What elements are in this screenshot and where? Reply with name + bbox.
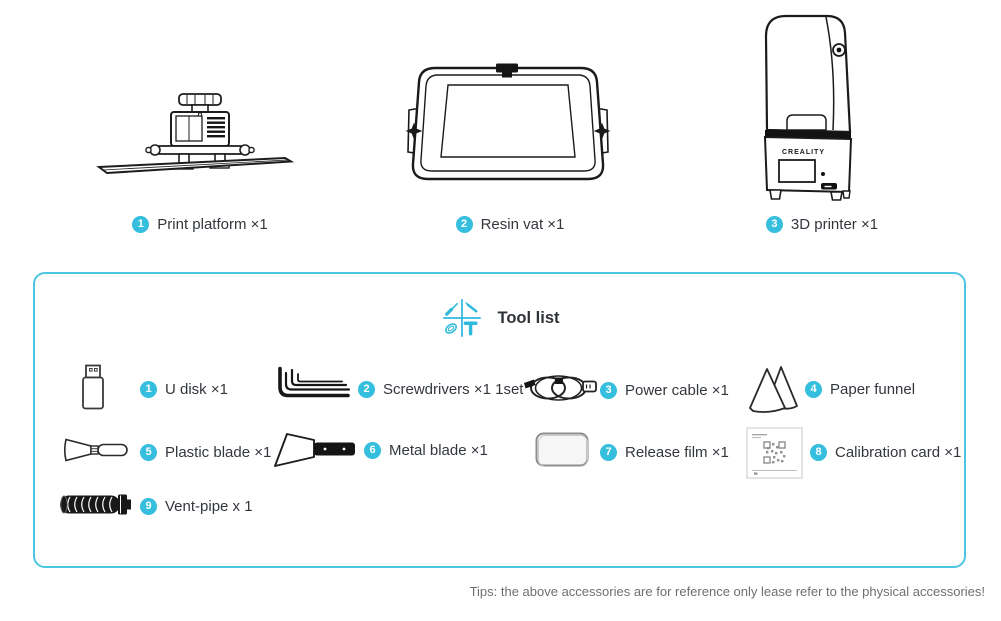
tool-label-paper-funnel [805, 379, 915, 399]
tool-badge-1: 1 [140, 381, 157, 398]
tool-label-text: Paper funnel [830, 380, 916, 398]
tool-label-text: U disk ×1 [165, 380, 228, 398]
tool-label-text: Power cable ×1 [625, 381, 729, 399]
3d-printer-illustration [753, 8, 877, 202]
tool-badge-8: 8 [810, 444, 827, 461]
tool-label-text: Vent-pipe x 1 [165, 497, 253, 515]
allen-keys-icon [272, 366, 352, 400]
tool-label-text: Screwdrivers ×1 1set [383, 380, 524, 398]
tool-label-text: Metal blade ×1 [389, 441, 488, 459]
release-film-icon [534, 431, 591, 469]
tool-label-text: Calibration card ×1 [835, 443, 962, 461]
tool-badge-2: 2 [358, 381, 375, 398]
tool-badge-4: 4 [805, 381, 822, 398]
item-label-text: Print platform ×1 [157, 215, 268, 233]
power-cable-icon [522, 369, 598, 405]
tool-label-text: Release film ×1 [625, 443, 729, 461]
tips-text: Tips: the above accessories are for reference only lease refer to the physical accessories! [469, 584, 985, 599]
tool-badge-3: 3 [600, 382, 617, 399]
tool-label-vent-pipe [140, 496, 253, 516]
item-badge-3: 3 [766, 216, 783, 233]
3d-printer-drawing [753, 8, 877, 202]
tool-cross-icon [441, 296, 483, 340]
tool-label-text: Plastic blade ×1 [165, 443, 272, 461]
print-platform-label [95, 214, 305, 234]
paper-funnel-icon [746, 362, 802, 414]
vent-pipe-icon [58, 491, 132, 517]
tool-list-header [0, 294, 1001, 342]
print-platform-illustration [95, 92, 295, 184]
item-label-text: Resin vat ×1 [480, 215, 565, 233]
printer-brand-text: CREALITY [782, 149, 825, 156]
tool-label-power-cable [600, 380, 729, 400]
tool-label-release-film [600, 442, 729, 462]
tool-badge-6: 6 [364, 442, 381, 459]
resin-vat-label [405, 214, 615, 234]
calibration-card-icon [746, 427, 803, 479]
usb-drive-icon [80, 364, 106, 410]
print-platform-drawing [95, 92, 295, 184]
tool-badge-9: 9 [140, 498, 157, 515]
tool-label-plastic-blade [140, 442, 271, 462]
3d-printer-label [717, 214, 927, 234]
tool-label-u-disk [140, 379, 228, 399]
tool-label-calibration-card [810, 442, 961, 462]
tool-list-title: Tool list [497, 308, 560, 327]
tool-label-metal-blade [364, 440, 488, 460]
tool-badge-7: 7 [600, 444, 617, 461]
item-label-text: 3D printer ×1 [790, 215, 879, 233]
tool-badge-5: 5 [140, 444, 157, 461]
metal-blade-icon [272, 429, 358, 471]
item-badge-1: 1 [132, 216, 149, 233]
resin-vat-illustration [403, 58, 613, 196]
item-badge-2: 2 [456, 216, 473, 233]
resin-vat-drawing [403, 58, 613, 196]
tool-label-screwdrivers [358, 379, 523, 399]
plastic-blade-icon [62, 436, 130, 464]
